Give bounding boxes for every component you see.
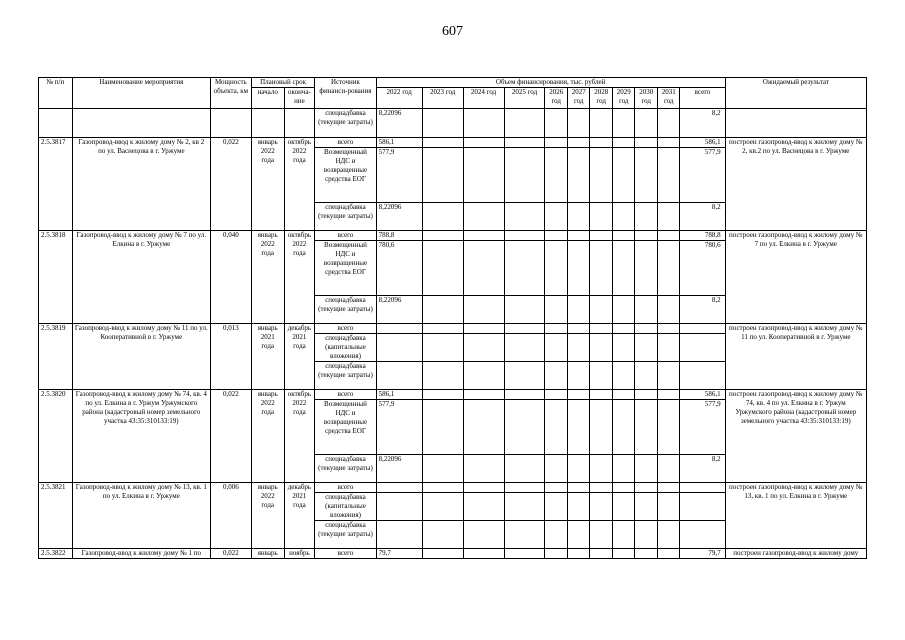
source-cell: всего — [315, 231, 376, 241]
year-cell — [612, 241, 635, 296]
year-cell — [635, 231, 658, 241]
capacity-cell: 0,006 — [210, 483, 251, 549]
year-cell — [567, 400, 590, 455]
year-cell — [545, 324, 568, 334]
header-year: 2030 год — [635, 88, 658, 109]
capacity-cell: 0,022 — [210, 549, 251, 559]
year-cell — [376, 324, 422, 334]
result-cell: построен газопровод-ввод к жилому дому № 11 по ул. Кооперативной в г. Уржуме — [725, 324, 866, 390]
source-cell: всего — [315, 390, 376, 400]
year-cell: 586,1 — [376, 138, 422, 148]
empty-cell — [72, 109, 210, 138]
year-cell — [590, 324, 613, 334]
total-cell — [680, 362, 725, 390]
year-cell — [545, 296, 568, 324]
year-cell — [612, 483, 635, 493]
year-cell — [422, 109, 463, 138]
year-cell — [422, 483, 463, 493]
year-cell — [545, 231, 568, 241]
year-cell — [657, 203, 680, 231]
total-cell — [680, 493, 725, 521]
year-cell — [657, 138, 680, 148]
end-cell: декабрь 2021 года — [284, 324, 315, 390]
year-cell: 780,6 — [376, 241, 422, 296]
year-cell — [612, 231, 635, 241]
header-term: Плановый срок — [251, 78, 314, 88]
start-cell: январь 2022 года — [251, 138, 284, 231]
year-cell — [504, 203, 545, 231]
year-cell — [463, 324, 504, 334]
year-cell — [567, 455, 590, 483]
year-cell — [657, 549, 680, 559]
year-cell — [422, 334, 463, 362]
year-cell — [504, 231, 545, 241]
year-cell — [463, 390, 504, 400]
total-cell: 577,9 — [680, 148, 725, 203]
year-cell — [545, 483, 568, 493]
source-cell: всего — [315, 324, 376, 334]
year-cell — [635, 138, 658, 148]
start-cell: январь — [251, 549, 284, 559]
header-source: Источник финанси-рования — [315, 78, 376, 109]
year-cell — [635, 148, 658, 203]
source-cell: Возмещенный НДС и возвращенные средства ЕОГ — [315, 241, 376, 296]
total-cell: 788,8 — [680, 231, 725, 241]
year-cell — [504, 334, 545, 362]
year-cell — [590, 521, 613, 549]
year-cell — [422, 231, 463, 241]
year-cell — [657, 483, 680, 493]
end-cell: декабрь 2021 года — [284, 483, 315, 549]
table-row — [39, 109, 867, 138]
total-cell: 8,2 — [680, 455, 725, 483]
header-year: 2029 год — [612, 88, 635, 109]
year-cell — [545, 334, 568, 362]
end-cell: октябрь 2022 года — [284, 138, 315, 231]
year-cell — [463, 231, 504, 241]
year-cell — [657, 241, 680, 296]
total-cell: 780,6 — [680, 241, 725, 296]
year-cell: 788,8 — [376, 231, 422, 241]
year-cell — [376, 521, 422, 549]
year-cell — [635, 549, 658, 559]
end-cell: октябрь 2022 года — [284, 390, 315, 483]
year-cell — [635, 521, 658, 549]
year-cell — [504, 362, 545, 390]
year-cell — [376, 362, 422, 390]
start-cell: январь 2021 года — [251, 324, 284, 390]
year-cell — [635, 400, 658, 455]
year-cell: 79,7 — [376, 549, 422, 559]
year-cell — [657, 324, 680, 334]
year-cell — [376, 483, 422, 493]
year-cell — [545, 138, 568, 148]
empty-cell — [251, 109, 284, 138]
year-cell — [657, 296, 680, 324]
year-cell — [504, 109, 545, 138]
year-cell — [612, 455, 635, 483]
header-year: 2026 год — [545, 88, 568, 109]
year-cell — [590, 400, 613, 455]
year-cell — [590, 362, 613, 390]
year-cell — [590, 231, 613, 241]
year-cell — [422, 148, 463, 203]
year-cell — [567, 231, 590, 241]
year-cell — [657, 521, 680, 549]
year-cell — [657, 400, 680, 455]
year-cell — [657, 109, 680, 138]
year-cell — [463, 241, 504, 296]
year-cell — [422, 390, 463, 400]
source-cell: спецнадбавка (капитальные вложения) — [315, 334, 376, 362]
year-cell — [545, 241, 568, 296]
row-number: 2.5.3820 — [39, 390, 73, 483]
year-cell — [635, 493, 658, 521]
table-row — [39, 231, 867, 241]
year-cell — [567, 241, 590, 296]
measure-name: Газопровод-ввод к жилому дому № 74, кв. 4 по ул. Елкина в г. Уржум Уржумского района (кадастровый номер земельного участка 43:35:310133:19) — [72, 390, 210, 483]
year-cell: 586,1 — [376, 390, 422, 400]
row-number: 2.5.3821 — [39, 483, 73, 549]
year-cell — [463, 549, 504, 559]
header-year: 2023 год — [422, 88, 463, 109]
header-result: Ожидаемый результат — [725, 78, 866, 109]
source-cell: Возмещенный НДС и возвращенные средства ЕОГ — [315, 400, 376, 455]
header-year: 2031 год — [657, 88, 680, 109]
source-cell: всего — [315, 483, 376, 493]
year-cell — [422, 521, 463, 549]
year-cell — [567, 296, 590, 324]
year-cell — [422, 324, 463, 334]
year-cell — [612, 324, 635, 334]
year-cell — [545, 400, 568, 455]
year-cell — [567, 521, 590, 549]
table-container — [38, 77, 867, 581]
year-cell — [545, 549, 568, 559]
result-cell — [725, 109, 866, 138]
year-cell — [590, 109, 613, 138]
year-cell — [612, 296, 635, 324]
total-cell — [680, 324, 725, 334]
empty-cell — [210, 109, 251, 138]
header-term-start: начало — [251, 88, 284, 109]
year-cell — [463, 362, 504, 390]
capacity-cell: 0,022 — [210, 138, 251, 231]
year-cell — [657, 231, 680, 241]
header-year: 2027 год — [567, 88, 590, 109]
year-cell — [590, 483, 613, 493]
year-cell — [590, 493, 613, 521]
year-cell — [657, 455, 680, 483]
year-cell — [504, 138, 545, 148]
year-cell — [545, 455, 568, 483]
end-cell: ноябрь — [284, 549, 315, 559]
header-name: Наименование мероприятия — [72, 78, 210, 109]
year-cell — [504, 493, 545, 521]
year-cell — [635, 324, 658, 334]
year-cell — [612, 549, 635, 559]
capacity-cell: 0,022 — [210, 390, 251, 483]
measure-name: Газопровод-ввод к жилому дому № 13, кв. 1 по ул. Елкина в г. Уржуме — [72, 483, 210, 549]
header-year: 2024 год — [463, 88, 504, 109]
year-cell — [567, 138, 590, 148]
header-capacity: Мощность объекта, км — [210, 78, 251, 109]
year-cell — [635, 241, 658, 296]
year-cell — [422, 493, 463, 521]
year-cell — [463, 483, 504, 493]
year-cell — [657, 390, 680, 400]
year-cell — [422, 362, 463, 390]
total-cell: 577,9 — [680, 400, 725, 455]
year-cell — [612, 521, 635, 549]
total-cell — [680, 334, 725, 362]
year-cell — [504, 324, 545, 334]
year-cell — [567, 148, 590, 203]
year-cell — [504, 483, 545, 493]
year-cell — [590, 148, 613, 203]
year-cell — [567, 493, 590, 521]
header-total: всего — [680, 88, 725, 109]
capacity-cell: 0,013 — [210, 324, 251, 390]
header-term-end: оконча-ние — [284, 88, 315, 109]
year-cell — [567, 324, 590, 334]
year-cell — [657, 493, 680, 521]
total-cell: 8,2 — [680, 109, 725, 138]
year-cell — [545, 203, 568, 231]
year-cell — [463, 493, 504, 521]
row-number: 2.5.3817 — [39, 138, 73, 231]
result-cell: построен газопровод-ввод к жилому дому № 74, кв. 4 по ул. Елкина в г. Уржум Уржумского района (кадастровый номер земельного участка 43:35:310133:19) — [725, 390, 866, 483]
year-cell — [567, 483, 590, 493]
measure-name: Газопровод-ввод к жилому дому № 1 по — [72, 549, 210, 559]
year-cell — [590, 203, 613, 231]
year-cell — [657, 334, 680, 362]
source-cell: спецнадбавка (текущие затраты) — [315, 109, 376, 138]
table-row — [39, 138, 867, 148]
total-cell: 586,1 — [680, 138, 725, 148]
year-cell — [590, 138, 613, 148]
year-cell — [635, 334, 658, 362]
total-cell: 586,1 — [680, 390, 725, 400]
year-cell — [635, 296, 658, 324]
year-cell — [463, 148, 504, 203]
year-cell — [635, 483, 658, 493]
year-cell — [590, 334, 613, 362]
start-cell: январь 2022 года — [251, 483, 284, 549]
year-cell — [567, 109, 590, 138]
page-number: 607 — [442, 24, 463, 39]
year-cell: 577,9 — [376, 148, 422, 203]
header-year: 2025 год — [504, 88, 545, 109]
total-cell: 79,7 — [680, 549, 725, 559]
year-cell — [590, 549, 613, 559]
year-cell — [463, 138, 504, 148]
result-cell: построен газопровод-ввод к жилому дому — [725, 549, 866, 559]
year-cell — [504, 296, 545, 324]
year-cell — [422, 241, 463, 296]
year-cell — [657, 148, 680, 203]
year-cell — [635, 390, 658, 400]
empty-cell — [284, 109, 315, 138]
year-cell — [545, 109, 568, 138]
year-cell — [422, 138, 463, 148]
source-cell: спецнадбавка (текущие затраты) — [315, 296, 376, 324]
source-cell: всего — [315, 549, 376, 559]
table-row — [39, 483, 867, 493]
year-cell — [612, 362, 635, 390]
total-cell: 8,2 — [680, 203, 725, 231]
header-year: 2022 год — [376, 88, 422, 109]
year-cell — [422, 400, 463, 455]
year-cell — [635, 109, 658, 138]
header-num: № п/п — [39, 78, 73, 109]
result-cell: построен газопровод-ввод к жилому дому № 13, кв. 1 по ул. Елкина в г. Уржуме — [725, 483, 866, 549]
year-cell — [567, 334, 590, 362]
year-cell — [612, 109, 635, 138]
source-cell: спецнадбавка (текущие затраты) — [315, 362, 376, 390]
year-cell — [504, 400, 545, 455]
empty-cell — [39, 109, 73, 138]
table-row — [39, 324, 867, 334]
source-cell: всего — [315, 138, 376, 148]
year-cell — [463, 455, 504, 483]
year-cell — [422, 296, 463, 324]
year-cell — [545, 521, 568, 549]
year-cell: 8,22096 — [376, 296, 422, 324]
row-number: 2.5.3822 — [39, 549, 73, 559]
result-cell: построен газопровод-ввод к жилому дому № 2, кв.2 по ул. Васнецова в г. Уржуме — [725, 138, 866, 231]
year-cell — [590, 455, 613, 483]
row-number: 2.5.3819 — [39, 324, 73, 390]
year-cell — [590, 241, 613, 296]
year-cell — [463, 521, 504, 549]
year-cell — [504, 390, 545, 400]
total-cell: 8,2 — [680, 296, 725, 324]
year-cell — [545, 362, 568, 390]
header-funding: Объем финансирования, тыс. рублей — [376, 78, 725, 88]
year-cell: 8,22096 — [376, 203, 422, 231]
year-cell — [567, 362, 590, 390]
year-cell — [504, 148, 545, 203]
year-cell: 577,9 — [376, 400, 422, 455]
end-cell: октябрь 2022 года — [284, 231, 315, 324]
measure-name: Газопровод-ввод к жилому дому № 7 по ул. Елкина в г. Уржуме — [72, 231, 210, 324]
year-cell — [567, 549, 590, 559]
year-cell — [567, 390, 590, 400]
year-cell — [612, 148, 635, 203]
year-cell — [422, 203, 463, 231]
year-cell — [463, 400, 504, 455]
year-cell — [635, 203, 658, 231]
year-cell — [612, 400, 635, 455]
source-cell: спецнадбавка (текущие затраты) — [315, 455, 376, 483]
year-cell — [463, 203, 504, 231]
year-cell — [504, 549, 545, 559]
start-cell: январь 2022 года — [251, 231, 284, 324]
year-cell — [635, 455, 658, 483]
year-cell — [422, 549, 463, 559]
header-year: 2028 год — [590, 88, 613, 109]
year-cell — [612, 203, 635, 231]
total-cell — [680, 483, 725, 493]
start-cell: январь 2022 года — [251, 390, 284, 483]
year-cell — [545, 148, 568, 203]
year-cell — [590, 390, 613, 400]
year-cell — [463, 109, 504, 138]
measure-name: Газопровод-ввод к жилому дому № 11 по ул. Кооперативной в г. Уржуме — [72, 324, 210, 390]
table-row — [39, 390, 867, 400]
year-cell — [657, 362, 680, 390]
year-cell — [612, 138, 635, 148]
year-cell — [545, 390, 568, 400]
row-number: 2.5.3818 — [39, 231, 73, 324]
capacity-cell: 0,040 — [210, 231, 251, 324]
year-cell — [612, 493, 635, 521]
table-row — [39, 549, 867, 559]
total-cell — [680, 521, 725, 549]
year-cell — [635, 362, 658, 390]
year-cell — [376, 493, 422, 521]
year-cell: 8,22096 — [376, 455, 422, 483]
source-cell: спецнадбавка (текущие затраты) — [315, 521, 376, 549]
year-cell — [612, 390, 635, 400]
year-cell — [463, 296, 504, 324]
year-cell — [612, 334, 635, 362]
measure-name: Газопровод-ввод к жилому дому № 2, кв 2 по ул. Васнецова в г. Уржуме — [72, 138, 210, 231]
year-cell — [504, 241, 545, 296]
year-cell — [590, 296, 613, 324]
year-cell — [504, 521, 545, 549]
source-cell: спецнадбавка (текущие затраты) — [315, 203, 376, 231]
financing-table — [38, 77, 867, 559]
year-cell — [504, 455, 545, 483]
year-cell — [463, 334, 504, 362]
result-cell: построен газопровод-ввод к жилому дому № 7 по ул. Елкина в г. Уржуме — [725, 231, 866, 324]
year-cell — [376, 334, 422, 362]
year-cell — [422, 455, 463, 483]
year-cell — [545, 493, 568, 521]
source-cell: Возмещенный НДС и возвращенные средства ЕОГ — [315, 148, 376, 203]
source-cell: спецнадбавка (капитальные вложения) — [315, 493, 376, 521]
year-cell: 8,22096 — [376, 109, 422, 138]
year-cell — [567, 203, 590, 231]
header-row — [39, 78, 867, 88]
